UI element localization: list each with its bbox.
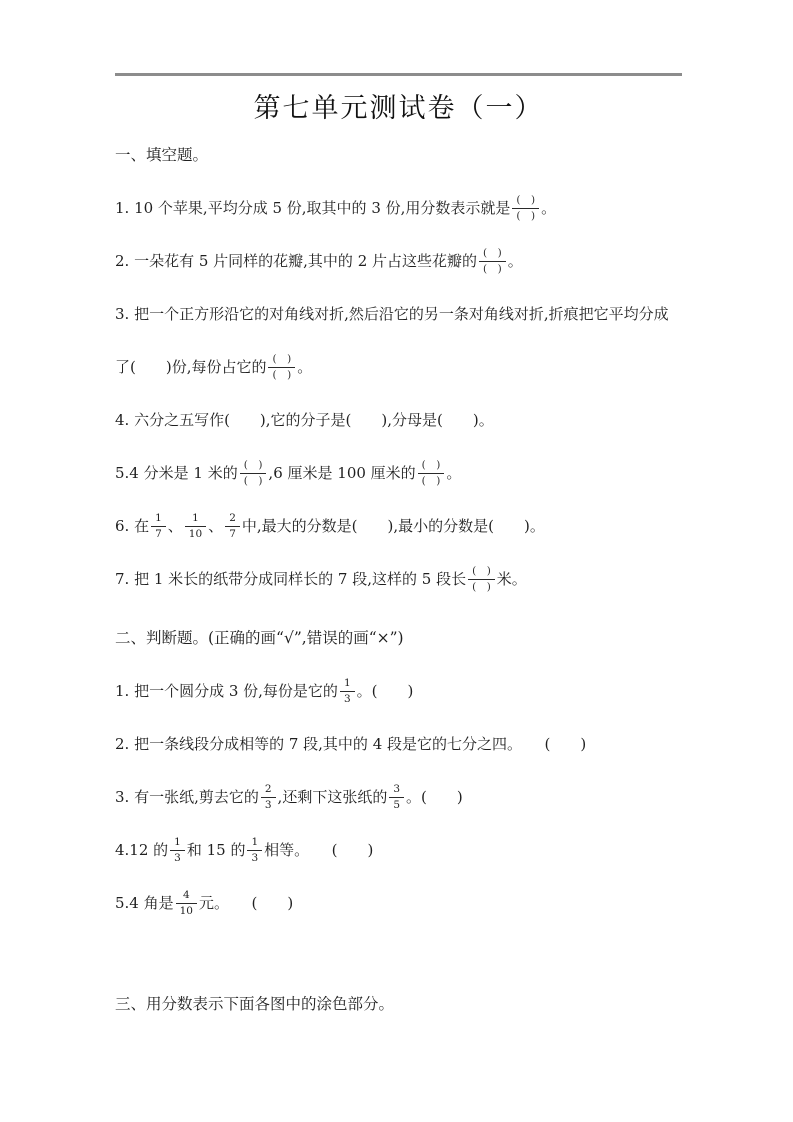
page-title: 第七单元测试卷（一） <box>253 93 544 124</box>
fraction-numerator: 2 <box>261 783 276 797</box>
question-text: 、 <box>167 517 183 535</box>
fraction-blank <box>418 459 445 486</box>
fill-blank-question-4 <box>115 394 682 447</box>
judge-question-2 <box>115 718 682 771</box>
fraction-numerator: 1 <box>185 512 206 526</box>
judge-question-4 <box>115 824 682 877</box>
question-text: 7. 把 1 米长的纸带分成同样长的 7 段,这样的 5 段长 <box>115 570 467 588</box>
fraction-numerator: 1 <box>170 836 185 850</box>
question-text: 6. 在 <box>115 517 150 535</box>
question-text: 5.4 分米是 1 米的 <box>115 464 238 482</box>
section-judge-heading: 二、判断题。(正确的画“√”,错误的画“×”) <box>115 629 404 647</box>
fraction-blank <box>268 353 295 380</box>
fraction-numerator: ( ) <box>468 565 495 579</box>
fraction-denominator: 5 <box>393 798 401 811</box>
fraction-numerator: ( ) <box>268 353 295 367</box>
section-shade-heading: 三、用分数表示下面各图中的涂色部分。 <box>115 995 395 1013</box>
fraction <box>225 512 240 539</box>
fraction-denominator: 7 <box>155 527 162 540</box>
fraction-denominator: ( ) <box>472 580 491 593</box>
fraction-numerator: 4 <box>176 889 197 903</box>
question-text: 。( ) <box>356 682 414 700</box>
top-divider-line <box>115 73 682 76</box>
fill-blank-question-3 <box>115 288 682 394</box>
fraction-denominator: ( ) <box>483 262 502 275</box>
section-fill-blank-heading: 一、填空题。 <box>115 146 209 164</box>
fraction-blank <box>240 459 267 486</box>
fraction-numerator: 1 <box>247 836 262 850</box>
fraction-denominator: 3 <box>264 798 272 811</box>
fraction <box>170 836 185 863</box>
question-text: 、 <box>208 517 224 535</box>
question-text: 3. 有一张纸,剪去它的 <box>115 788 259 806</box>
fraction-blank <box>512 194 539 221</box>
fraction-numerator: ( ) <box>479 247 506 261</box>
question-text: 4. 六分之五写作( ),它的分子是( ),分母是( )。 <box>115 411 494 429</box>
fraction-denominator: 10 <box>188 527 203 540</box>
fraction-numerator: ( ) <box>240 459 267 473</box>
question-text: 4.12 的 <box>115 841 169 859</box>
judge-question-1 <box>115 665 682 718</box>
fraction-numerator: ( ) <box>418 459 445 473</box>
question-text: 。 <box>446 464 462 482</box>
question-text: 。( ) <box>406 788 463 806</box>
fraction <box>151 512 166 539</box>
question-text: ,6 厘米是 100 厘米的 <box>268 464 416 482</box>
fraction-denominator: 7 <box>229 527 236 540</box>
fraction-numerator: 3 <box>389 783 404 797</box>
question-text: 相等。 ( ) <box>264 841 374 859</box>
question-text: 1. 10 个苹果,平均分成 5 份,取其中的 3 份,用分数表示就是 <box>115 199 511 217</box>
question-text: 。 <box>541 199 557 217</box>
question-text: 2. 一朵花有 5 片同样的花瓣,其中的 2 片占这些花瓣的 <box>115 252 478 270</box>
fill-blank-question-5 <box>115 447 682 500</box>
question-text: 米。 <box>496 570 527 588</box>
fraction-denominator: 3 <box>251 851 259 864</box>
question-text: 1. 把一个圆分成 3 份,每份是它的 <box>115 682 338 700</box>
question-text: ,还剩下这张纸的 <box>277 788 388 806</box>
fraction <box>176 889 197 916</box>
question-text: 5.4 角是 <box>115 894 174 912</box>
fraction <box>247 836 262 863</box>
fraction-numerator: 1 <box>340 677 355 691</box>
question-text: 元。 ( ) <box>199 894 294 912</box>
judge-question-3 <box>115 771 682 824</box>
fraction <box>340 677 355 704</box>
fraction-denominator: ( ) <box>516 209 536 222</box>
fraction-denominator: ( ) <box>421 474 441 487</box>
fraction <box>389 783 404 810</box>
fill-blank-question-7 <box>115 553 682 606</box>
fraction-denominator: 3 <box>174 851 181 864</box>
fraction-numerator: 1 <box>151 512 166 526</box>
fraction-denominator: 3 <box>343 692 351 705</box>
fill-blank-question-1 <box>115 182 682 235</box>
judge-question-5 <box>115 877 682 930</box>
fraction-blank <box>468 565 495 592</box>
question-text: 。 <box>507 252 523 270</box>
fraction <box>261 783 276 810</box>
question-text: 。 <box>297 358 313 376</box>
fraction-denominator: 10 <box>179 904 193 917</box>
question-text: 2. 把一条线段分成相等的 7 段,其中的 4 段是它的七分之四。 ( ) <box>115 735 587 753</box>
fraction <box>185 512 206 539</box>
fraction-numerator: ( ) <box>512 194 539 208</box>
fraction-blank <box>479 247 506 274</box>
question-text: 3. 把一个正方形沿它的对角线对折,然后沿它的另一条对角线对折,折痕把它平均分成了( )份,每份占它的 <box>115 305 669 376</box>
fraction-numerator: 2 <box>225 512 240 526</box>
fill-blank-question-2 <box>115 235 682 288</box>
question-text: 和 15 的 <box>186 841 246 859</box>
fraction-denominator: ( ) <box>243 474 263 487</box>
fill-blank-question-6 <box>115 500 682 553</box>
question-text: 中,最大的分数是( ),最小的分数是( )。 <box>241 517 545 535</box>
fraction-denominator: ( ) <box>272 368 292 381</box>
